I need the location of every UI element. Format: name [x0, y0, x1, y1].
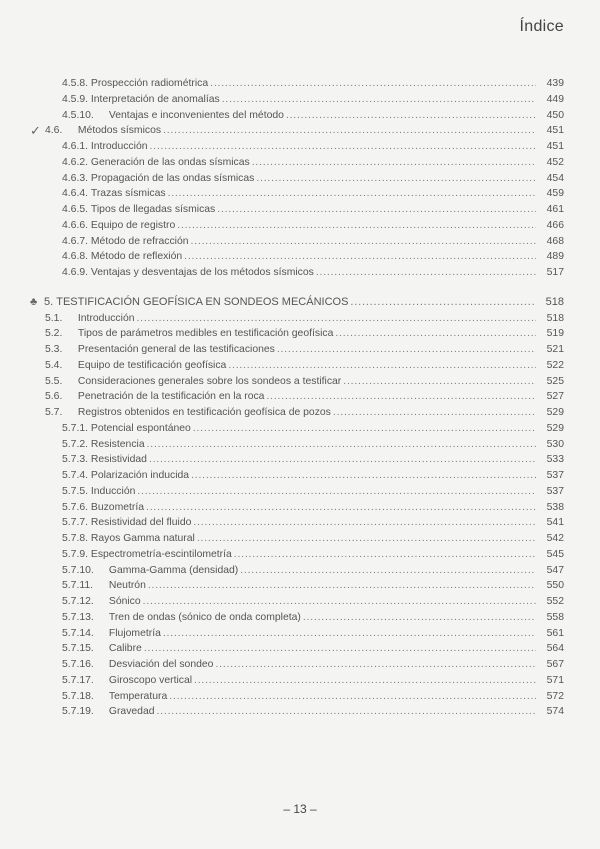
toc-entry-page: 561 [546, 627, 564, 639]
toc-entry [0, 326, 600, 342]
toc-entry-number: 4.6.7. [62, 235, 88, 247]
toc-entry-number: 5.7.8. [62, 533, 88, 544]
toc-entry-page: 459 [546, 188, 564, 200]
toc-entry [0, 673, 600, 689]
toc-entry-number: 5.7.10. [62, 564, 94, 576]
toc-entry-page: 517 [546, 267, 564, 278]
dot-leader [193, 421, 536, 437]
toc-entry [0, 295, 600, 311]
toc-entry-number: 4.5.10. [62, 109, 94, 121]
toc-entry [0, 123, 600, 139]
dot-leader [197, 531, 536, 547]
dot-leader [256, 171, 536, 187]
toc-entry [0, 342, 600, 358]
dot-leader [144, 641, 536, 657]
toc-entry-title: Introducción [77, 312, 135, 324]
toc-entry-number: 5.5. [45, 375, 63, 387]
toc-entry [0, 468, 600, 484]
toc-entry-page: 567 [546, 659, 564, 670]
toc-entry-page: 552 [546, 596, 564, 607]
toc-entry-number: 5.4. [45, 359, 63, 371]
toc-entry-title: Flujometría [108, 627, 161, 639]
toc-entry-title: Propagación de las ondas sísmicas [90, 172, 255, 184]
dot-leader [266, 389, 536, 405]
toc-entry-line [62, 673, 564, 689]
toc-entry [0, 186, 600, 202]
toc-entry-number: 5.3. [45, 344, 63, 355]
toc-entry-line [62, 234, 564, 250]
toc-entry-title: Resistividad del fluido [90, 517, 192, 529]
dot-leader [191, 234, 536, 250]
bullet-icon: ♣ [30, 295, 38, 308]
toc-entry [0, 421, 600, 437]
toc-entry-line [45, 389, 564, 405]
dot-leader [137, 311, 537, 327]
toc-entry-number: 4.6.8. [62, 251, 88, 263]
toc-entry-title: Equipo de testificación geofísica [77, 359, 227, 371]
toc-entry-number: 4.6.4. [62, 188, 88, 200]
toc-entry [0, 641, 600, 657]
toc-entry-page: 571 [546, 674, 564, 686]
toc-entry-line [62, 421, 564, 437]
toc-entry-number: 5.7.16. [62, 659, 94, 670]
toc-entry-page: 537 [546, 485, 564, 497]
toc-entry-number: 5.6. [45, 391, 63, 403]
toc-entry-page: 564 [546, 643, 564, 655]
toc-entry-title: Buzometría [90, 501, 145, 513]
toc-entry-number: 5.7.17. [62, 674, 94, 686]
toc-entry-line [62, 657, 564, 673]
toc-entry-line [62, 171, 564, 187]
toc-entry-number: 5. [44, 295, 54, 308]
toc-entry-line [62, 563, 564, 579]
toc-entry-number: 5.7.13. [62, 611, 94, 623]
toc-section-5 [0, 295, 600, 720]
toc-entry-number: 5.7.14. [62, 627, 94, 639]
toc-entry-page: 519 [546, 328, 564, 340]
dot-leader [240, 563, 536, 579]
toc-entry-line [62, 76, 564, 92]
toc-section-4 [0, 76, 600, 281]
dot-leader [303, 610, 536, 626]
dot-leader [163, 626, 536, 642]
toc-entry-number: 5.7.3. [62, 454, 88, 466]
toc-entry-page: 558 [546, 611, 564, 623]
dot-leader [335, 326, 536, 342]
toc-entry-line [45, 326, 564, 342]
toc-entry-number: 5.7.2. [62, 438, 88, 450]
toc-entry-line [62, 626, 564, 642]
toc-entry-number: 4.6.9. [62, 267, 88, 278]
toc-entry-number: 4.6.5. [62, 204, 88, 215]
toc-entry-line [62, 547, 564, 563]
toc-entry-number: 5.7.4. [62, 470, 88, 481]
toc-entry [0, 515, 600, 531]
toc-entry [0, 389, 600, 405]
toc-entry-title: TESTIFICACIÓN GEOFÍSICA EN SONDEOS MECÁNICOS [56, 295, 349, 308]
dot-leader [343, 374, 536, 390]
dot-leader [184, 249, 536, 265]
toc-entry [0, 249, 600, 265]
toc-entry-line [62, 452, 564, 468]
toc-entry-number: 5.7.11. [62, 580, 94, 592]
toc-entry-line [45, 358, 564, 374]
toc-entry-page: 468 [546, 235, 564, 247]
toc-entry-line [45, 342, 564, 358]
toc-entry-number: 4.6.6. [62, 219, 88, 231]
toc-entry-page: 466 [546, 219, 564, 231]
dot-leader [277, 342, 536, 358]
dot-leader [157, 704, 536, 720]
toc-entry [0, 108, 600, 124]
toc-entry-number: 4.6.3. [62, 172, 88, 184]
toc-entry-line [62, 610, 564, 626]
toc-entry-title: Registros obtenidos en testificación geofísica de pozos [77, 407, 331, 418]
toc-entry-page: 545 [546, 548, 564, 560]
toc-entry-page: 451 [546, 125, 564, 137]
toc-entry-number: 4.6.2. [62, 156, 88, 168]
dot-leader [143, 594, 536, 610]
dot-leader [163, 123, 536, 139]
toc-entry-page: 537 [546, 470, 564, 481]
page-header-title: Índice [519, 18, 564, 35]
toc-entry-line [62, 484, 564, 500]
dot-leader [168, 186, 536, 202]
page-number: – 13 – [283, 802, 317, 816]
dot-leader [316, 265, 536, 281]
toc-entry [0, 610, 600, 626]
toc-entry [0, 547, 600, 563]
toc-entry-number: 5.7. [45, 407, 63, 418]
toc-entry-title: Interpretación de anomalías [90, 93, 220, 105]
dot-leader [137, 484, 536, 500]
toc-entry-title: Método de reflexión [90, 251, 183, 263]
toc-entry-line [62, 468, 564, 484]
toc-entry-number: 4.6.1. [62, 141, 88, 152]
toc-entry-line [62, 515, 564, 531]
toc-entry-line [62, 594, 564, 610]
toc-entry-title: Métodos sísmicos [77, 125, 162, 137]
toc-entry-line [45, 123, 564, 139]
toc-entry-title: Resistividad [90, 454, 147, 466]
toc-entry [0, 311, 600, 327]
toc-entry-title: Sónico [108, 596, 141, 607]
toc-entry [0, 139, 600, 155]
dot-leader [193, 515, 536, 531]
toc-entry-page: 533 [546, 454, 564, 466]
toc-entry [0, 171, 600, 187]
dot-leader [252, 155, 536, 171]
toc-entry-title: Neutrón [108, 580, 146, 592]
toc-entry [0, 265, 600, 281]
toc-entry-number: 5.7.6. [62, 501, 88, 513]
toc-entry-number: 5.1. [45, 312, 63, 324]
toc-entry-title: Tipos de parámetros medibles en testificación geofísica [77, 328, 334, 340]
toc-entry-line [44, 295, 564, 311]
toc-entry-line [45, 405, 564, 421]
toc-entry-line [62, 500, 564, 516]
toc-entry [0, 484, 600, 500]
toc-entry-number: 5.7.7. [62, 517, 88, 529]
toc-entry-title: Método de refracción [90, 235, 189, 247]
toc-entry-number: 5.7.1. [62, 422, 88, 434]
toc-entry-title: Desviación del sondeo [108, 659, 214, 670]
toc-entry [0, 578, 600, 594]
dot-leader [194, 673, 536, 689]
toc-entry [0, 218, 600, 234]
toc-entry-page: 450 [546, 109, 564, 121]
toc-entry [0, 155, 600, 171]
toc-entry-number: 5.7.18. [62, 690, 94, 702]
toc-entry-page: 451 [546, 141, 564, 152]
toc-entry [0, 374, 600, 390]
toc-entry-line [62, 155, 564, 171]
dot-leader [148, 578, 536, 594]
toc-entry [0, 563, 600, 579]
toc-entry-title: Potencial espontáneo [90, 422, 191, 434]
toc-entry-title: Prospección radiométrica [90, 78, 209, 89]
toc-entry-line [62, 689, 564, 705]
toc-entry-page: 518 [545, 295, 564, 308]
toc-entry-page: 452 [546, 156, 564, 168]
toc-entry-page: 521 [546, 344, 564, 355]
dot-leader [169, 689, 536, 705]
toc-entry [0, 689, 600, 705]
toc-entry-number: 5.7.15. [62, 643, 94, 655]
toc-entry-title: Gravedad [108, 706, 155, 718]
toc-entry-title: Resistencia [90, 438, 145, 450]
toc-entry-title: Penetración de la testificación en la roca [77, 391, 265, 403]
toc-entry [0, 358, 600, 374]
toc-entry-page: 542 [546, 533, 564, 544]
toc-entry-number: 5.7.19. [62, 706, 94, 718]
toc-entry [0, 594, 600, 610]
toc-entry-number: 5.7.12. [62, 596, 94, 607]
dot-leader [217, 202, 536, 218]
toc-entry-line [62, 249, 564, 265]
toc-entry-title: Generación de las ondas sísmicas [90, 156, 250, 168]
toc-entry-line [62, 531, 564, 547]
dot-leader [333, 405, 536, 421]
dot-leader [191, 468, 536, 484]
toc-entry-page: 522 [546, 359, 564, 371]
toc-entry [0, 500, 600, 516]
toc-entry-title: Calibre [108, 643, 142, 655]
toc-entry-title: Gamma-Gamma (densidad) [108, 564, 239, 576]
toc-entry-page: 461 [546, 204, 564, 215]
toc-entry-line [62, 704, 564, 720]
toc-entry-page: 530 [546, 438, 564, 450]
toc-entry-line [62, 186, 564, 202]
toc-entry-page: 547 [546, 564, 564, 576]
toc-entry-page: 529 [546, 422, 564, 434]
toc-entry-title: Tren de ondas (sónico de onda completa) [108, 611, 301, 623]
toc-entry-number: 5.7.5. [62, 485, 88, 497]
dot-leader [350, 295, 536, 311]
dot-leader [234, 547, 536, 563]
toc-entry [0, 92, 600, 108]
dot-leader [222, 92, 536, 108]
toc-entry [0, 76, 600, 92]
toc-entry-line [62, 641, 564, 657]
toc-entry-page: 574 [546, 706, 564, 718]
toc-entry-line [45, 311, 564, 327]
toc-entry-line [62, 92, 564, 108]
toc-entry-line [62, 108, 564, 124]
toc-entry [0, 626, 600, 642]
toc-entry-line [62, 202, 564, 218]
toc-entry-title: Temperatura [108, 690, 168, 702]
toc-entry-line [62, 578, 564, 594]
toc-entry [0, 657, 600, 673]
toc-entry-number: 5.7.9. [62, 548, 88, 560]
toc-entry-line [62, 265, 564, 281]
toc-entry-title: Espectrometría-escintilometría [90, 548, 232, 560]
toc-entry-title: Giroscopo vertical [108, 674, 193, 686]
toc-entry-title: Presentación general de las testificaciones [77, 344, 275, 355]
dot-leader [146, 500, 536, 516]
toc-entry-title: Polarización inducida [90, 470, 190, 481]
toc-entry-number: 4.5.9. [62, 93, 88, 105]
toc-entry-title: Tipos de llegadas sísmicas [90, 204, 216, 215]
toc-entry-page: 527 [546, 391, 564, 403]
toc-entry-line [62, 437, 564, 453]
toc-entry-line [45, 374, 564, 390]
toc-entry-page: 541 [546, 517, 564, 529]
toc-entry-title: Rayos Gamma natural [90, 533, 195, 544]
toc-entry [0, 704, 600, 720]
dot-leader [150, 139, 537, 155]
toc-entry-title: Inducción [90, 485, 136, 497]
toc-entry-page: 550 [546, 580, 564, 592]
toc-entry-title: Ventajas y desventajas de los métodos sísmicos [90, 267, 314, 278]
toc-entry-page: 538 [546, 501, 564, 513]
dot-leader [210, 76, 536, 92]
section-gap [0, 281, 600, 295]
toc-entry-number: 5.2. [45, 328, 63, 340]
toc-entry-page: 489 [546, 251, 564, 263]
toc-entry-page: 454 [546, 172, 564, 184]
toc-entry-page: 529 [546, 407, 564, 418]
toc-entry-number: 4.5.8. [62, 78, 88, 89]
toc-entry-title: Equipo de registro [90, 219, 176, 231]
toc-entry-title: Consideraciones generales sobre los sondeos a testificar [77, 375, 342, 387]
toc-entry-page: 518 [546, 312, 564, 324]
dot-leader [215, 657, 536, 673]
toc-entry-page: 572 [546, 690, 564, 702]
toc-entry-title: Ventajas e inconvenientes del método [108, 109, 284, 121]
toc-entry-page: 449 [546, 93, 564, 105]
dot-leader [177, 218, 536, 234]
toc-entry [0, 437, 600, 453]
dot-leader [147, 437, 536, 453]
toc-entry [0, 405, 600, 421]
toc-entry-title: Introducción [90, 141, 148, 152]
dot-leader [228, 358, 536, 374]
table-of-contents [0, 76, 600, 720]
toc-entry [0, 531, 600, 547]
toc-entry-number: 4.6. [45, 125, 63, 137]
toc-entry-page: 439 [546, 78, 564, 89]
toc-entry [0, 234, 600, 250]
toc-entry [0, 452, 600, 468]
checkmark-icon: ✓ [30, 123, 41, 139]
toc-entry-line [62, 139, 564, 155]
toc-entry [0, 202, 600, 218]
toc-entry-line [62, 218, 564, 234]
toc-entry-title: Trazas sísmicas [90, 188, 166, 200]
dot-leader [286, 108, 536, 124]
toc-entry-page: 525 [546, 375, 564, 387]
dot-leader [149, 452, 536, 468]
